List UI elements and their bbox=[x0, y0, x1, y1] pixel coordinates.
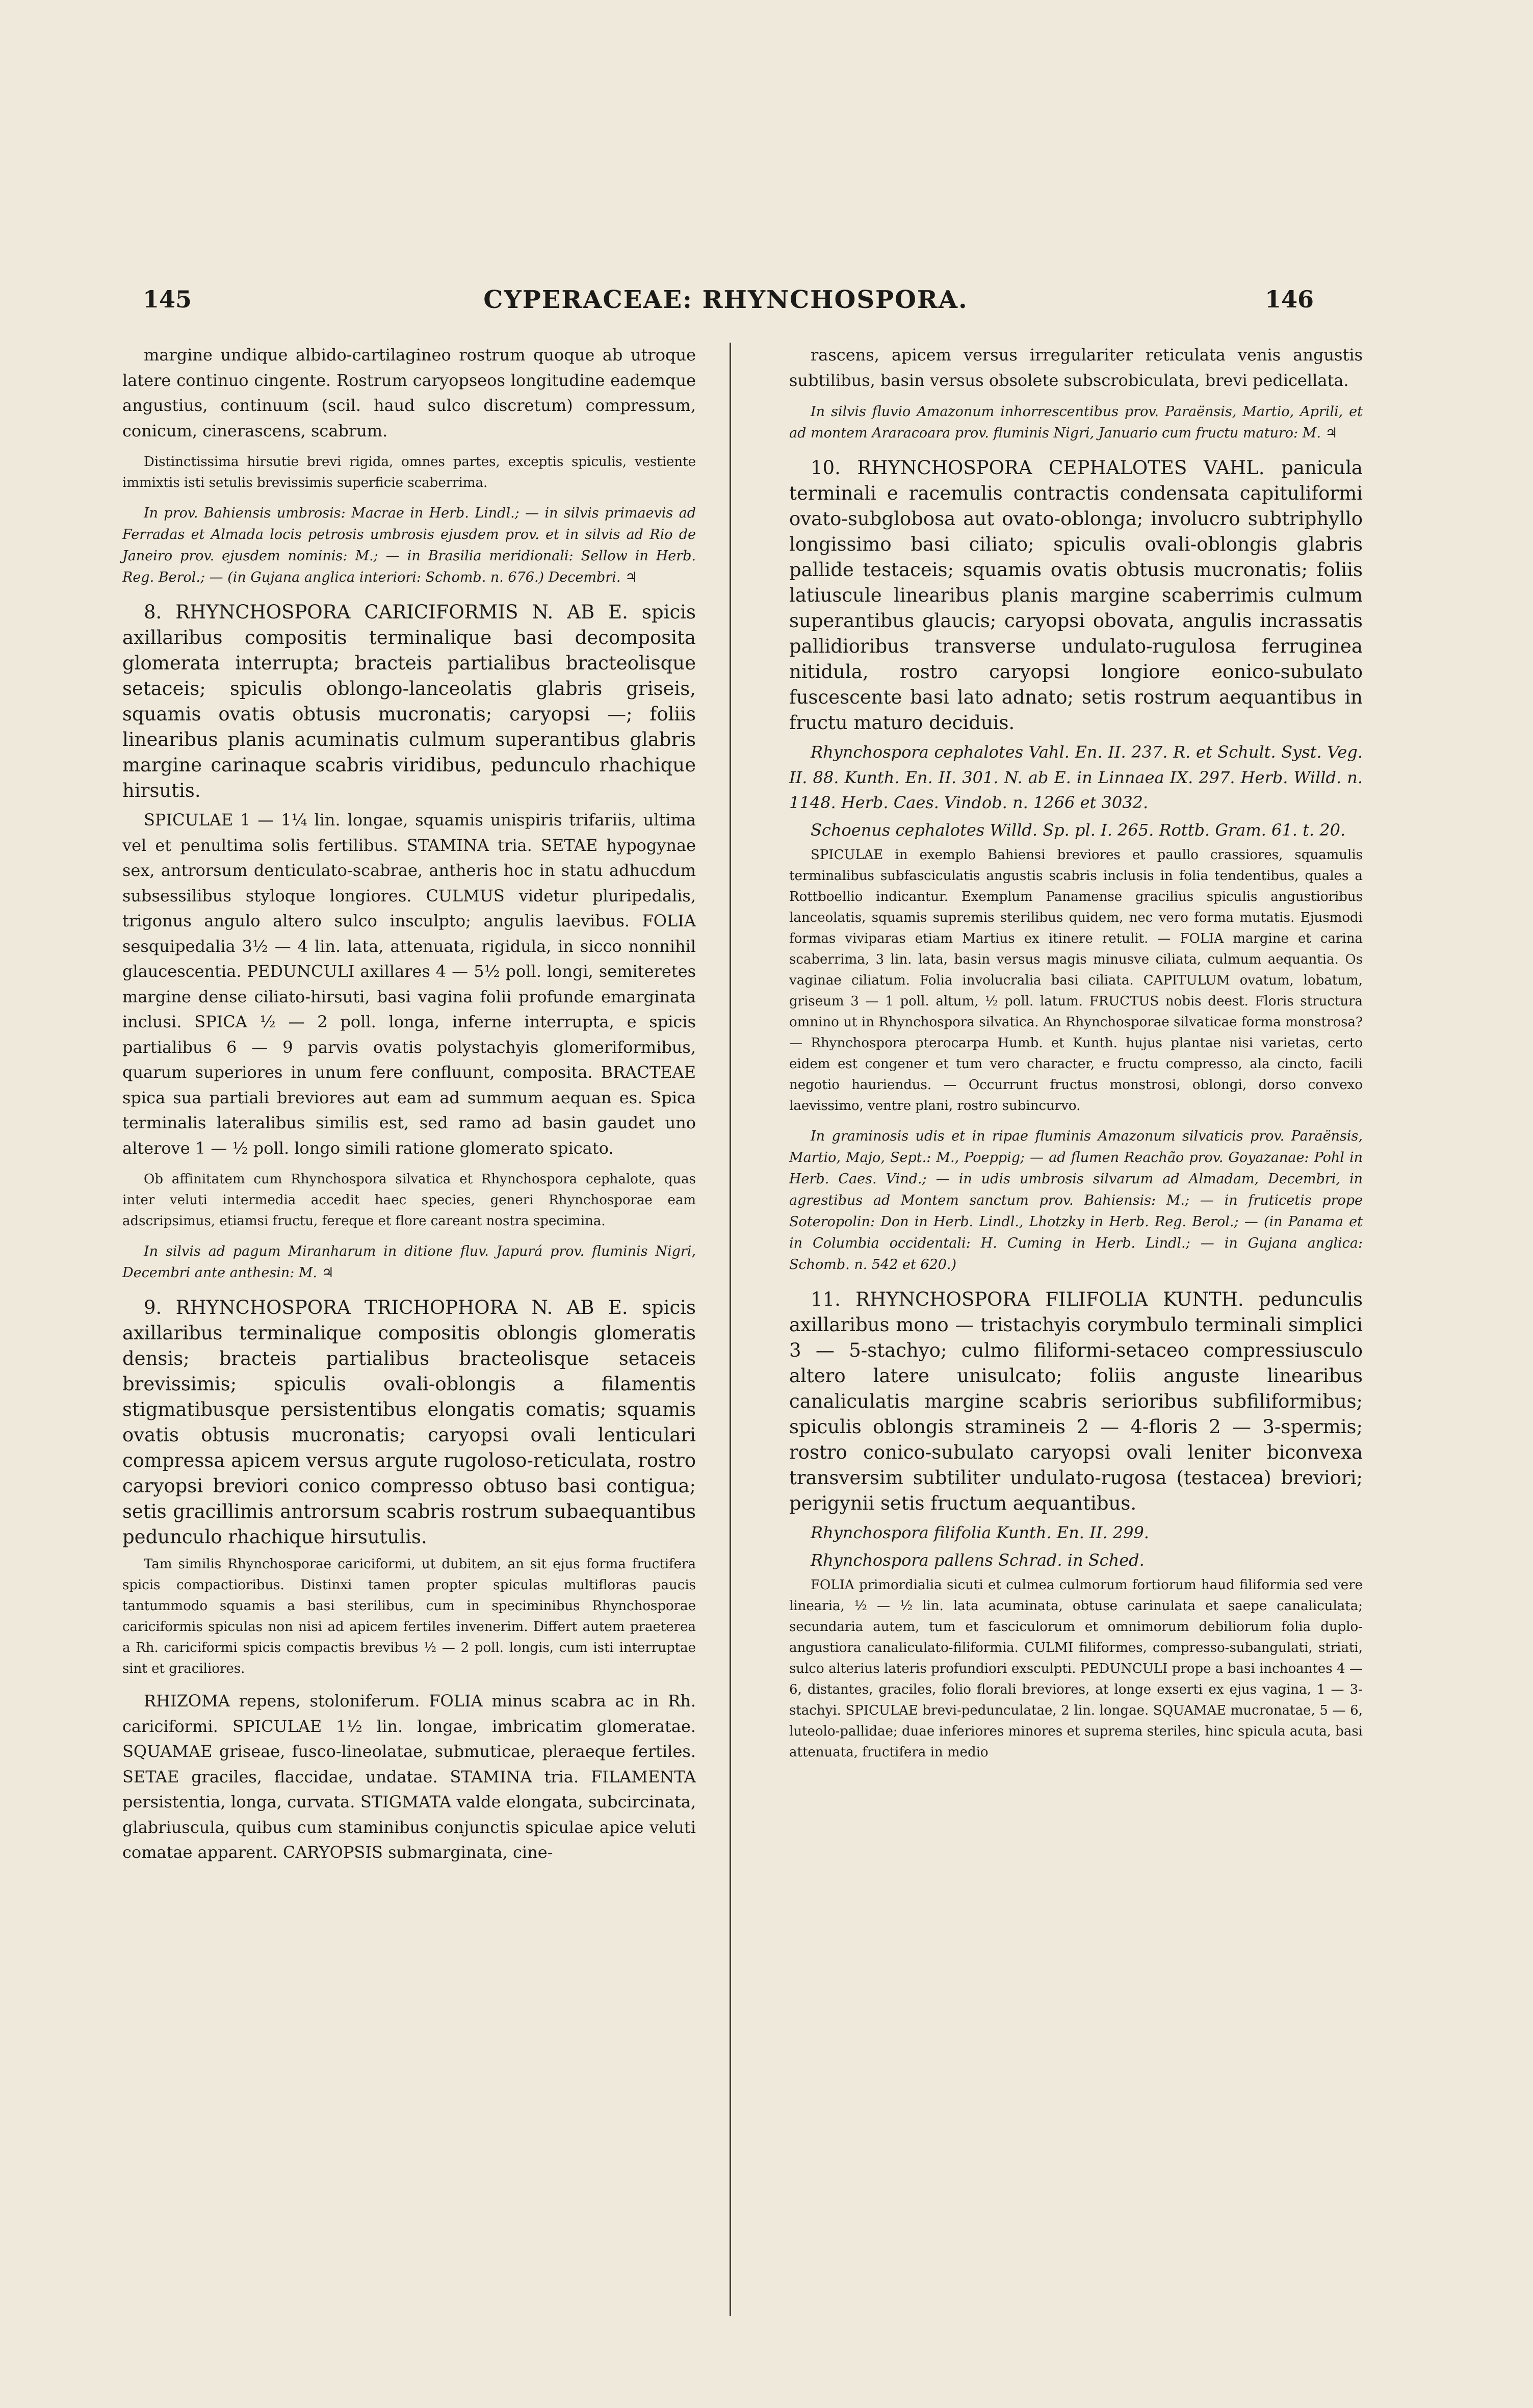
locality-paragraph: In prov. Bahiensis umbrosis: Macrae in Herb. Lindl.; — in silvis primaevis ad Ferradas et Almada locis petrosis umbrosis ejusdem prov. et in silvis ad Rio de Janeiro prov. ejusdem nominis: M.; — in Brasilia meridionali: Sellow in Herb. Reg. Berol.; — (in Gujana anglica interiori: Schomb. n. 676.) Decembri. ♃ bbox=[122, 505, 696, 585]
paragraph: rascens, apicem versus irregulariter reticulata venis angustis subtilibus, basin versus obsolete subscrobiculata, brevi pedicellata. bbox=[789, 345, 1363, 390]
species-heading: 11. RHYNCHOSPORA FILIFOLIA KUNTH. pedunculis axillaribus mono — tristachyis corymbulo terminali simplici 3 — 5-stachyo; culmo filiformi-setaceo compressiusculo altero latere unisulcato; foliis anguste linearibus canaliculatis margine scabris serioribus subfiliformibus; spiculis oblongis stramineis 2 — 4-floris 2 — 3-spermis; rostro conico-subulato caryopsi ovali leniter biconvexa transversim subtiliter undulato-rugosa (testacea) breviori; perigynii setis fructum aequantibus. bbox=[789, 1288, 1363, 1514]
paragraph: margine undique albido-cartilagineo rostrum quoque ab utroque latere continuo cingente. Rostrum caryopseos longitudine eademque angustius, continuum (scil. haud sulco discretum) compressum, conicum, cinerascens, scabrum. bbox=[122, 345, 696, 441]
species-heading: 10. RHYNCHOSPORA CEPHALOTES VAHL. panicula terminali e racemulis contractis condensata capituliformi ovato-subglobosa aut ovato-oblonga; involucro subtriphyllo longissimo basi ciliato; spiculis ovali-oblongis glabris pallide testaceis; squamis ovatis obtusis mucronatis; foliis latiuscule linearibus planis margine scaberrimis culmum superantibus glaucis; caryopsi obovata, angulis incrassatis pallidioribus transverse undulato-rugulosa ferruginea nitidula, rostro caryopsi longiore eonico-subulato fuscescente basi lato adnato; setis rostrum aequantibus in fructu maturo deciduis. bbox=[789, 457, 1363, 734]
paragraph: Tam similis Rhynchosporae cariciformi, ut dubitem, an sit ejus forma fructifera spicis compactioribus. Distinxi tamen propter spiculas multifloras paucis tantummodo squamis a basi sterilibus, cum in speciminibus Rhynchosporae cariciformis spiculas non nisi ad apicem fertiles invenerim. Differt autem praeterea a Rh. cariciformi spicis compactis brevibus ½ — 2 poll. longis, cum isti interruptae sint et graciliores. bbox=[122, 1557, 696, 1676]
left-page-number: 145 bbox=[143, 286, 192, 313]
paragraph: Rhynchospora pallens Schrad. in Sched. bbox=[811, 1550, 1145, 1570]
species-heading: 8. RHYNCHOSPORA CARICIFORMIS N. AB E. spicis axillaribus compositis terminalique basi decomposita glomerata interrupta; bracteis partialibus bracteolisque setaceis; spiculis oblongo-lanceolatis glabris griseis, squamis ovatis obtusis mucronatis; caryopsi —; foliis linearibus planis acuminatis culmum superantibus glabris margine carinaque scabris viridibus, pedunculo rhachique hirsutis. bbox=[122, 601, 696, 801]
running-title: CYPERACEAE: RHYNCHOSPORA. bbox=[483, 286, 968, 314]
right-page-number: 146 bbox=[1264, 286, 1314, 313]
left-column bbox=[122, 343, 696, 1874]
paragraph: SPICULAE 1 — 1¼ lin. longae, squamis unispiris trifariis, ultima vel et penultima solis fertilibus. STAMINA tria. SETAE hypogynae sex, antrorsum denticulato-scabrae, antheris hoc in statu adhucdum subsessilibus styloque longiores. CULMUS videtur pluripedalis, trigonus angulo altero sulco insculpto; angulis laevibus. FOLIA sesquipedalia 3½ — 4 lin. lata, attenuata, rigidula, in sicco nonnihil glaucescentia. PEDUNCULI axillares 4 — 5½ poll. longi, semiteretes margine dense ciliato-hirsuti, basi vagina folii profunde emarginata inclusi. SPICA ½ — 2 poll. longa, inferne interrupta, e spicis partialibus 6 — 9 parvis ovatis polystachyis glomeriformibus, quarum superiores in unum fere confluunt, composita. BRACTEAE spica sua partiali breviores aut eam ad summum aequan es. Spica terminalis lateralibus similis est, sed ramo ad basin gaudet uno alterove 1 — ½ poll. longo simili ratione glomerato spicato. bbox=[122, 810, 696, 1158]
species-heading: 9. RHYNCHOSPORA TRICHOPHORA N. AB E. spicis axillaribus terminalique compositis oblongis glomeratis densis; bracteis partialibus bracteolisque setaceis brevissimis; spiculis ovali-oblongis a filamentis stigmatibusque persistentibus elongatis comatis; squamis ovatis obtusis mucronatis; caryopsi ovali lenticulari compressa apicem versus argute rugoloso-reticulata, rostro caryopsi breviori conico compresso obtuso basi contigua; setis gracillimis antrorsum scabris rostrum subaequantibus pedunculo rhachique hirsutulis. bbox=[122, 1297, 696, 1548]
paragraph: FOLIA primordialia sicuti et culmea culmorum fortiorum haud filiformia sed vere linearia, ½ — ½ lin. lata acuminata, obtuse carinulata et saepe canaliculata; secundaria autem, tum et fasciculorum et omnimorum debiliorum folia duplo-angustiora canaliculato-filiformia. CULMI filiformes, compresso-subangulati, striati, sulco alterius lateris profundiori exsculpti. PEDUNCULI prope a basi inchoantes 4 — 6, distantes, graciles, folio florali breviores, at longe exserti ex ejus vagina, 1 — 3-stachyi. SPICULAE brevi-pedunculatae, 2 lin. longae. SQUAMAE mucronatae, 5 — 6, luteolo-pallidae; duae inferiores minores et suprema steriles, hinc spicula acuta, basi attenuata, fructifera in medio bbox=[789, 1577, 1363, 1760]
page-header bbox=[138, 286, 1314, 326]
locality-paragraph: In silvis ad pagum Miranharum in ditione fluv. Japurá prov. fluminis Nigri, Decembri ante anthesin: M. ♃ bbox=[122, 1244, 696, 1281]
locality-paragraph: In silvis fluvio Amazonum inhorrescentibus prov. Paraënsis, Martio, Aprili, et ad montem Araracoara prov. fluminis Nigri, Januario cum fructu maturo: M. ♃ bbox=[789, 404, 1363, 441]
paragraph: Rhynchospora cephalotes Vahl. En. II. 237. R. et Schult. Syst. Veg. II. 88. Kunth. En. II. 301. N. ab E. in Linnaea IX. 297. Herb. Willd. n. 1148. Herb. Caes. Vindob. n. 1266 et 3032. bbox=[789, 742, 1363, 812]
paragraph: SPICULAE in exemplo Bahiensi breviores et paullo crassiores, squamulis terminalibus subfasciculatis angustis scabris inclusis in folia tendentibus, quales a Rottboellio indicantur. Exemplum Panamense gracilius spiculis angustioribus lanceolatis, squamis supremis sterilibus quidem, nec vero forma mutatis. Ejusmodi formas viviparas etiam Martius ex itinere retulit. — FOLIA margine et carina scaberrima, 3 lin. lata, basin versus magis minusve ciliata, culmum aequantia. Os vaginae ciliatum. Folia involucralia basi ciliata. CAPITULUM ovatum, lobatum, griseum 3 — 1 poll. altum, ½ poll. latum. FRUCTUS nobis deest. Floris structura omnino ut in Rhynchospora silvatica. An Rhynchosporae silvaticae forma monstrosa? — Rhynchospora pterocarpa Humb. et Kunth. hujus plantae nisi varietas, certo eidem est congener et tum vero character, e fructu compresso, ala cincto, facili negotio hauriendus. — Occurrunt fructus monstrosi, oblongi, dorso convexo laevissimo, ventre plani, rostro subincurvo. bbox=[789, 847, 1363, 1114]
paragraph: Ob affinitatem cum Rhynchospora silvatica et Rhynchospora cephalote, quas inter veluti intermedia accedit haec species, generi Rhynchosporae eam adscripsimus, etiamsi fructu, fereque et flore careant nostra specimina. bbox=[122, 1172, 696, 1229]
column-divider bbox=[730, 343, 731, 2316]
paragraph: Schoenus cephalotes Willd. Sp. pl. I. 265. Rottb. Gram. 61. t. 20. bbox=[811, 820, 1346, 840]
paragraph: Distinctissima hirsutie brevi rigida, omnes partes, exceptis spiculis, vestiente immixtis isti setulis brevissimis superficie scaberrima. bbox=[122, 454, 696, 490]
right-column bbox=[789, 343, 1363, 1772]
paragraph: RHIZOMA repens, stoloniferum. FOLIA minus scabra ac in Rh. cariciformi. SPICULAE 1½ lin. longae, imbricatim glomeratae. SQUAMAE griseae, fusco-lineolatae, submuticae, pleraeque fertiles. SETAE graciles, flaccidae, undatae. STAMINA tria. FILAMENTA persistentia, longa, curvata. STIGMATA valde elongata, subcircinata, glabriuscula, quibus cum staminibus conjunctis spiculae apice veluti comatae apparent. CARYOPSIS submarginata, cine- bbox=[122, 1691, 696, 1862]
locality-paragraph: In graminosis udis et in ripae fluminis Amazonum silvaticis prov. Paraënsis, Martio, Majo, Sept.: M., Poeppig; — ad flumen Reachão prov. Goyazanae: Pohl in Herb. Caes. Vind.; — in udis umbrosis silvarum ad Almadam, Decembri, in agrestibus ad Montem sanctum prov. Bahiensis: M.; — in fruticetis prope Soteropolin: Don in Herb. Lindl., Lhotzky in Herb. Reg. Berol.; — (in Panama et in Columbia occidentali: H. Cuming in Herb. Lindl.; — in Gujana anglica: Schomb. n. 542 et 620.) bbox=[789, 1128, 1363, 1273]
paragraph: Rhynchospora filifolia Kunth. En. II. 299. bbox=[811, 1523, 1149, 1542]
